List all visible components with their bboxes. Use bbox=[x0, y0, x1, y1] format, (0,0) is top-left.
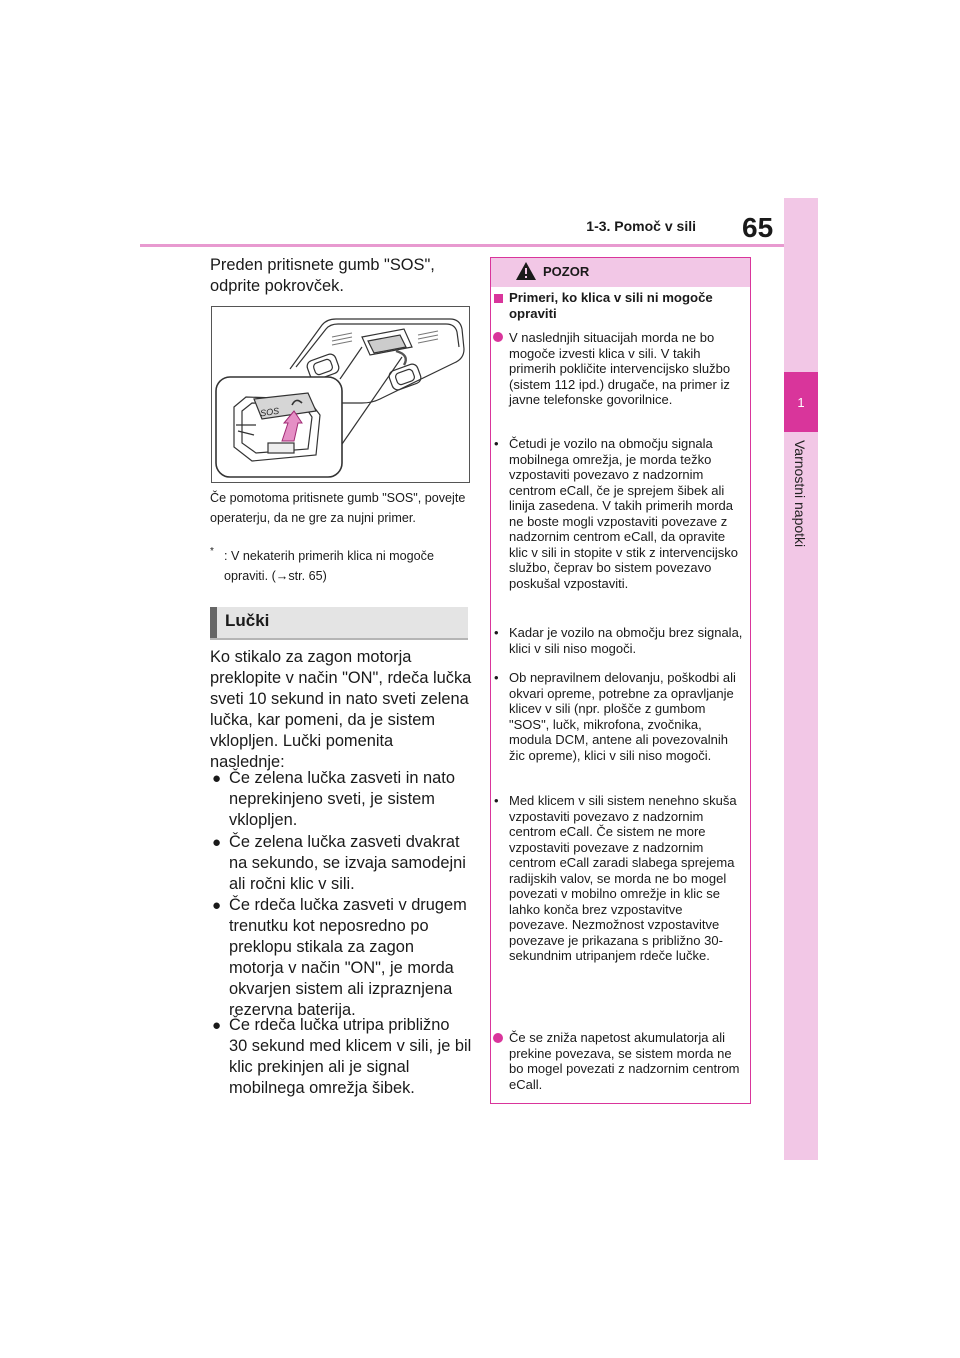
list-item: • Kadar je vozilo na območju brez signala, klici v sili niso mogoči. bbox=[494, 625, 743, 656]
caution-title: Primeri, ko klica v sili ni mogoče opraviti bbox=[509, 290, 713, 321]
list-item: ● Če zelena lučka zasveti dvakrat na sekundo, se izvaja samodejni ali ročni klic v sili. bbox=[212, 833, 466, 893]
circle-bullet-icon bbox=[493, 332, 503, 342]
ceiling-console-drawing bbox=[212, 307, 469, 482]
warning-icon bbox=[515, 261, 537, 281]
heading-accent bbox=[210, 607, 217, 638]
caution-header bbox=[491, 258, 750, 287]
chapter-title: Varnostni napotki bbox=[792, 440, 808, 548]
caution-closing: Če se zniža napetost akumulatorja ali prekine povezava, se sistem morda ne bo mogel povezati z nadzornim centrom eCall. bbox=[509, 1030, 740, 1092]
dash-bullet: • bbox=[494, 625, 499, 640]
dash-bullet: • bbox=[494, 793, 499, 808]
list-item: • Ob nepravilnem delovanju, poškodbi ali okvari opreme, potrebne za opravljanje klicev v sili (npr. plošče z gumbom "SOS", lučk, mikrofona, zvočnika, modula DCM, antene ali povezovalnih žic opreme), klici v sili niso mogoči. bbox=[494, 670, 736, 763]
lucki-heading: Lučki bbox=[225, 611, 270, 630]
dash-bullet: • bbox=[494, 670, 499, 685]
section-title: 1-3. Pomoč v sili bbox=[586, 218, 696, 234]
lucki-heading-bar bbox=[210, 607, 468, 640]
list-item: • Med klicem v sili sistem nenehno skuša vzpostaviti povezavo z nadzornim centrom eCall. Če sistem ne more vzpostaviti povezave z nadzornim centrom eCall zaradi slabega sprejema radijskih valov, se morda ne bo mogel povezati v mobilno omrežje in klic se lahko konča brez vzpostavitve povezave. Nezmožnost vzpostavitve povezave je prikazana s približno 30-sekundnim utripanjem rdeče lučke. bbox=[494, 793, 737, 963]
footnote-mark: * bbox=[210, 546, 214, 557]
circle-bullet-icon bbox=[493, 1033, 503, 1043]
footnote bbox=[210, 546, 472, 586]
bullet-icon: ● bbox=[212, 897, 222, 914]
list-item: • Četudi je vozilo na območju signala mobilnega omrežja, je morda težko vzpostaviti povezavo z nadzornim centrom eCall, če je sprejem šibek ali linija zasedena. V takih primerih morda ne boste mogli vzpostaviti povezave z nadzornim centrom eCall, da opravite klic v sili in stopite v stik z intervencijsko službo, čeprav bo sistem povezavo poskušal vzpostaviti. bbox=[494, 436, 739, 591]
caution-label: POZOR bbox=[543, 264, 590, 279]
list-item: ● Če rdeča lučka utripa približno 30 sekund med klicem v sili, je bil klic prekinjen ali je signal mobilnega omrežja šibek. bbox=[212, 1016, 472, 1097]
side-tab-top bbox=[784, 198, 818, 372]
chapter-number-tab[interactable]: 1 bbox=[784, 372, 818, 432]
header-rule bbox=[140, 244, 784, 247]
intro-text: Preden pritisnete gumb "SOS", odprite pokrovček. bbox=[210, 256, 435, 295]
caution-lead: V naslednjih situacijah morda ne bo mogoče izvesti klica v sili. V takih primerih pokličite intervencijsko službo (sistem 112 ipd.) drugače, na primer iz javne telefonske govorilnice. bbox=[509, 330, 731, 407]
list-item: ● Če rdeča lučka zasveti v drugem trenutku kot neposredno po preklopu stikala za zagon motorja v način "ON", je morda okvarjen sistem ali izpraznjena rezervna baterija. bbox=[212, 896, 467, 1019]
list-item: ● Če zelena lučka zasveti in nato neprekinjeno sveti, je sistem vklopljen. bbox=[212, 769, 455, 829]
footnote-text: : V nekaterih primerih klica ni mogoče opraviti. (→str. 65) bbox=[224, 549, 434, 583]
bullet-icon: ● bbox=[212, 834, 222, 851]
bullet-icon: ● bbox=[212, 770, 222, 787]
square-bullet-icon bbox=[494, 294, 503, 303]
bullet-icon: ● bbox=[212, 1017, 222, 1034]
sos-button-illustration bbox=[211, 306, 470, 483]
sos-label: SOS bbox=[259, 405, 280, 419]
page-number: 65 bbox=[742, 212, 774, 243]
dash-bullet: • bbox=[494, 436, 499, 451]
lucki-intro-text: Ko stikalo za zagon motorja preklopite v način "ON", rdeča lučka sveti 10 sekund in nato sveti zelena lučka, kar pomeni, da je sistem vklopljen. Lučki pomenita naslednje: bbox=[210, 648, 472, 771]
accidental-press-note: Če pomotoma pritisnete gumb "SOS", povejte operaterju, da ne gre za nujni primer. bbox=[210, 491, 466, 525]
